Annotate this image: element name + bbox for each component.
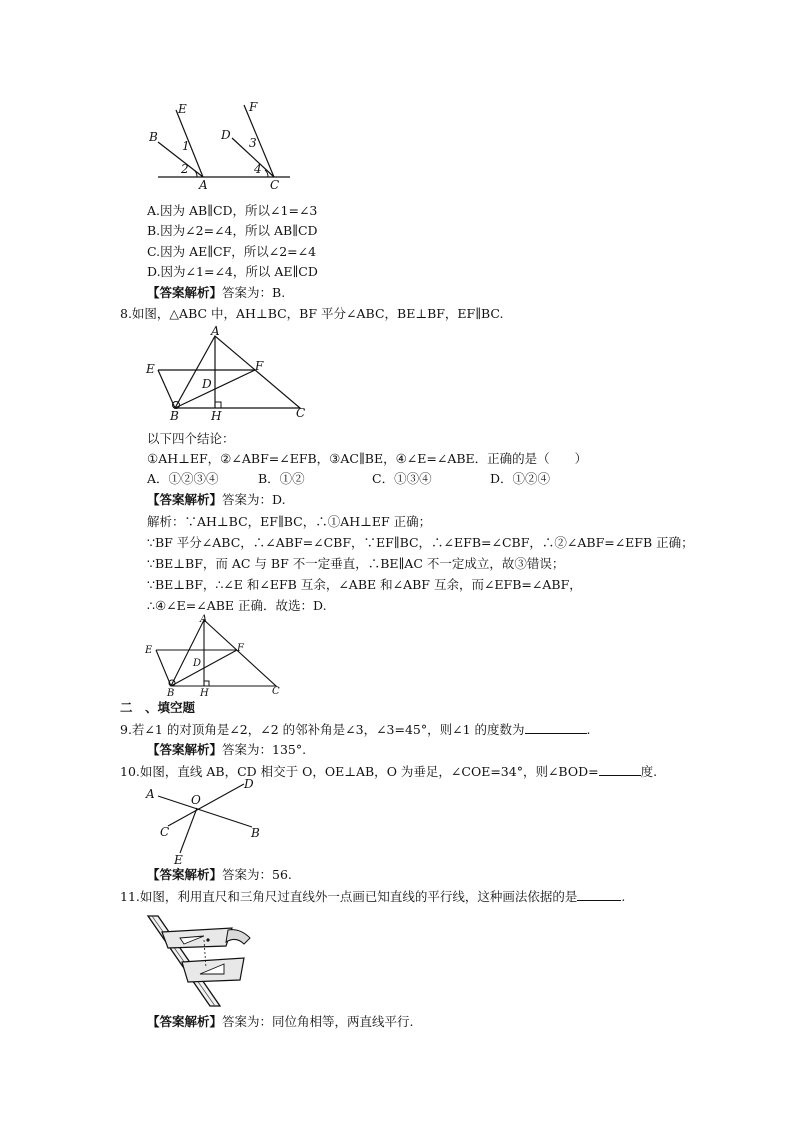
q8-intro: 以下四个结论：	[147, 431, 235, 446]
q8-label-a: A	[211, 324, 220, 338]
q10-stem: 10.如图，直线 AB，CD 相交于 O，OE⊥AB，O 为垂足，∠COE=34°，则∠BOD=	[120, 764, 599, 779]
q8-answer-tag: 【答案解析】	[147, 492, 223, 507]
q11-figure	[140, 912, 260, 1008]
q10-label-a: A	[146, 787, 155, 801]
q9-stem-end: .	[586, 722, 591, 737]
q10-label-d: D	[244, 777, 254, 791]
q8a-label-f: F	[237, 643, 244, 654]
q9-answer-tag: 【答案解析】	[147, 742, 223, 757]
q11-stem: 11.如图，利用直尺和三角尺过直线外一点画已知直线的平行线，这种画法依据的是	[120, 889, 578, 904]
q10-answer-tag: 【答案解析】	[147, 867, 223, 882]
q7-answer	[147, 285, 285, 301]
q7-option-c: C.因为 AE∥CF，所以∠2=∠4	[147, 244, 317, 259]
q7-label-d: D	[221, 128, 231, 142]
q8-stem: 8.如图，△ABC 中，AH⊥BC，BF 平分∠ABC，BE⊥BF，EF∥BC.	[120, 306, 504, 321]
q10-figure	[140, 777, 270, 867]
q9-answer-text: 答案为：135°.	[222, 742, 307, 757]
q8-analysis-line-5: ∴④∠E=∠ABE 正确．故选：D.	[147, 598, 327, 613]
q7-option-d: D.因为∠1=∠4，所以 AE∥CD	[147, 264, 318, 279]
q7-answer-tag: 【答案解析】	[147, 285, 223, 300]
q8-label-f: F	[255, 359, 264, 373]
q7-label-2: 2	[181, 162, 189, 176]
q8-answer	[147, 492, 286, 508]
q10-answer-blank[interactable]	[599, 763, 641, 776]
q10-answer-text: 答案为：56.	[222, 867, 292, 882]
q7-label-4: 4	[254, 162, 262, 176]
q8-analysis-figure	[140, 612, 290, 698]
q7-option-a: A.因为 AB∥CD，所以∠1=∠3	[147, 203, 318, 218]
q7-figure	[140, 100, 300, 192]
q8a-label-a: A	[200, 614, 208, 625]
q7-label-1: 1	[182, 139, 190, 153]
q8-analysis-line-1: 解析：∵AH⊥BC，EF∥BC，∴①AH⊥EF 正确；	[147, 514, 432, 529]
q8-choice-a: A．①②③④	[147, 471, 219, 486]
q7-label-b: B	[149, 130, 158, 144]
section-title: 二 、填空题	[120, 700, 196, 715]
q7-label-a: A	[199, 178, 208, 192]
q11-answer-text: 答案为：同位角相等，两直线平行.	[222, 1014, 414, 1029]
q8-choice-c: C．①③④	[372, 471, 432, 486]
q8-figure	[140, 324, 315, 423]
q7-label-c: C	[270, 178, 280, 192]
q8-conclusions: ①AH⊥EF，②∠ABF=∠EFB，③AC∥BE，④∠E=∠ABE．正确的是（ ）	[147, 451, 588, 466]
q8a-label-e: E	[145, 645, 153, 656]
q7-label-3: 3	[249, 136, 257, 150]
q11-answer-blank[interactable]	[577, 888, 621, 901]
q11-answer-tag: 【答案解析】	[147, 1014, 223, 1029]
q8-analysis-line-4: ∵BE⊥BF，∴∠E 和∠EFB 互余，∠ABE 和∠ABF 互余，而∠EFB=∠ABF，	[147, 577, 582, 592]
q10-label-c: C	[160, 825, 170, 839]
q10-label-b: B	[251, 826, 260, 840]
q8-choice-d: D．①②④	[490, 471, 551, 486]
q10-label-e: E	[174, 853, 183, 867]
q10-answer	[147, 867, 292, 883]
q8-label-b: B	[170, 409, 179, 423]
q9-answer-blank[interactable]	[525, 721, 587, 734]
q9-answer	[147, 742, 306, 758]
q11-answer	[147, 1014, 414, 1030]
q9-stem-line	[120, 721, 591, 738]
q10-stem-line	[120, 763, 657, 780]
q8-label-h: H	[211, 409, 222, 423]
q8a-label-h: H	[200, 688, 209, 699]
q8-choice-b: B．①②	[258, 471, 305, 486]
q8a-label-d: D	[193, 658, 202, 669]
q7-option-b: B.因为∠2=∠4，所以 AB∥CD	[147, 223, 318, 238]
q11-stem-line	[120, 888, 625, 905]
q8-answer-text: 答案为：D.	[222, 492, 286, 507]
q7-label-e: E	[178, 102, 187, 116]
q8a-label-c: C	[272, 686, 280, 697]
q10-label-o: O	[191, 793, 201, 807]
q8-analysis-line-3: ∵BE⊥BF，而 AC 与 BF 不一定垂直，∴BE∥AC 不一定成立，故③错误；	[147, 556, 565, 571]
q7-answer-text: 答案为：B.	[222, 285, 286, 300]
q8-label-c: C	[296, 406, 306, 420]
q9-stem: 9.若∠1 的对顶角是∠2，∠2 的邻补角是∠3，∠3=45°，则∠1 的度数为	[120, 722, 525, 737]
q11-stem-end: .	[621, 889, 626, 904]
q8-label-d: D	[202, 377, 212, 391]
q10-stem-end: 度.	[640, 764, 658, 779]
q8-analysis-line-2: ∵BF 平分∠ABC，∴∠ABF=∠CBF，∵EF∥BC，∴∠EFB=∠CBF，∴②∠ABF=∠EFB 正确；	[147, 535, 694, 550]
q8-label-e: E	[146, 362, 155, 376]
q8a-label-b: B	[167, 688, 175, 699]
q7-label-f: F	[249, 100, 258, 114]
